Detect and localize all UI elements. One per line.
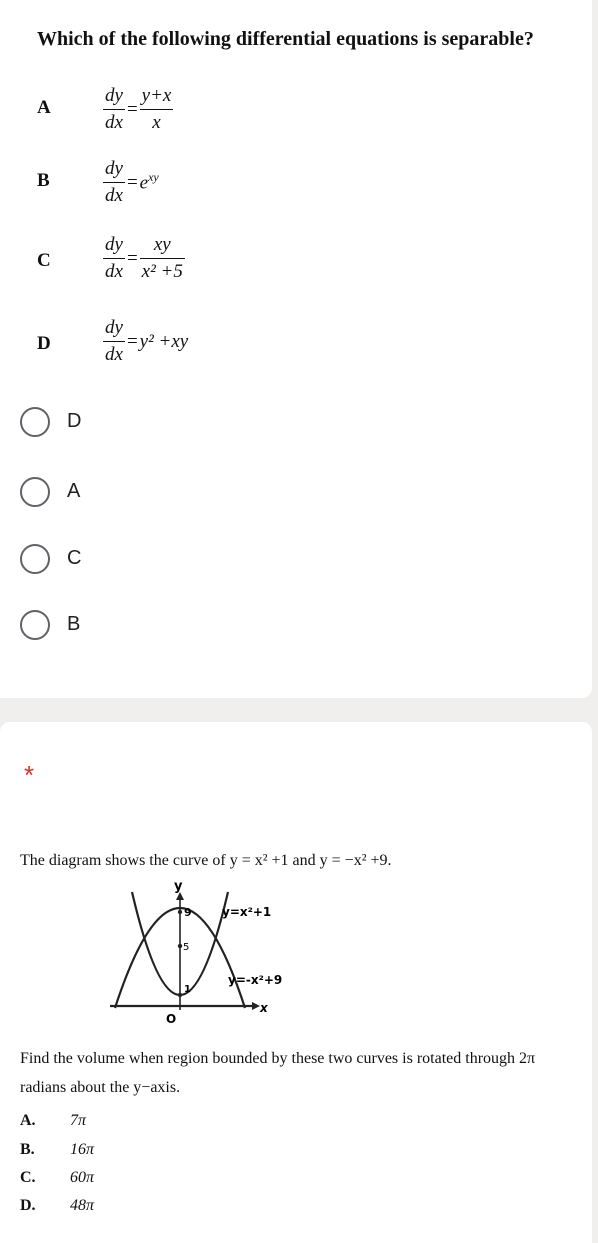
lhs-denominator: dx <box>105 112 123 133</box>
choice-label: B <box>67 613 81 635</box>
rhs-denominator: x <box>152 112 161 133</box>
question-text: Find the volume when region bounded by these two curves is rotated through 2π <box>20 1050 536 1067</box>
curve1-label: y=x²+1 <box>222 905 272 919</box>
lhs-denominator: dx <box>105 185 123 206</box>
equals-sign: = <box>126 171 138 193</box>
lhs-denominator: dx <box>105 344 123 365</box>
choice-label: D <box>67 410 82 432</box>
rhs-denominator: x² +5 <box>141 261 183 282</box>
choice-a[interactable] <box>20 477 320 517</box>
tick-point-5 <box>178 944 182 948</box>
option-letter: D <box>37 333 51 354</box>
answer-option-a <box>20 1112 86 1130</box>
x-axis-arrow <box>252 1002 260 1010</box>
answer-letter: D. <box>20 1197 36 1214</box>
choice-b[interactable] <box>20 610 320 650</box>
rhs-numerator: y+x <box>140 83 174 110</box>
answer-value: 7π <box>70 1112 87 1129</box>
radio-button[interactable] <box>20 544 50 574</box>
radio-button[interactable] <box>20 477 50 507</box>
tick-label-1: 1 <box>184 984 191 995</box>
equation-option-a <box>37 83 337 143</box>
equals-sign: = <box>126 247 138 269</box>
x-axis-label: x <box>260 1001 268 1015</box>
answer-letter: A. <box>20 1112 36 1129</box>
equation-option-c <box>37 232 337 292</box>
answer-value: 16π <box>70 1141 95 1158</box>
lhs-denominator: dx <box>105 261 123 282</box>
question-intro: The diagram shows the curve of y = x² +1 and y = −x² +9. <box>20 852 392 869</box>
question-title: Which of the following differential equations is separable? <box>37 28 534 50</box>
rhs-numerator: xy <box>140 232 185 259</box>
required-mark: * <box>24 760 35 790</box>
radio-button[interactable] <box>20 407 50 437</box>
option-letter: B <box>37 170 50 191</box>
choice-label: C <box>67 547 82 569</box>
choice-d[interactable] <box>20 407 320 447</box>
tick-label-9: 9 <box>184 906 192 919</box>
question-text-cont: radians about the y−axis. <box>20 1079 181 1096</box>
tick-point-1 <box>178 993 182 997</box>
equals-sign: = <box>126 330 138 352</box>
answer-option-b <box>20 1141 94 1159</box>
choice-c[interactable] <box>20 544 320 584</box>
tick-point-9 <box>178 910 182 914</box>
radio-button[interactable] <box>20 610 50 640</box>
lhs-numerator: dy <box>103 156 125 183</box>
answer-letter: B. <box>20 1141 35 1158</box>
equation-option-b <box>37 156 337 216</box>
lhs-numerator: dy <box>103 315 125 342</box>
answer-value: 60π <box>70 1169 95 1186</box>
y-axis-label: y <box>174 879 183 894</box>
choice-label: A <box>67 480 81 502</box>
rhs-expression: y² +xy <box>139 330 189 352</box>
origin-label: O <box>166 1012 177 1026</box>
tick-label-5: 5 <box>183 942 190 953</box>
lhs-numerator: dy <box>103 232 125 259</box>
lhs-numerator: dy <box>103 83 125 110</box>
equation-option-d <box>37 315 337 375</box>
answer-option-d <box>20 1197 94 1215</box>
rhs-exponent: xy <box>148 170 159 185</box>
answer-value: 48π <box>70 1197 95 1214</box>
option-letter: C <box>37 250 51 271</box>
answer-option-c <box>20 1169 94 1187</box>
equals-sign: = <box>126 98 138 120</box>
rhs-base: e <box>139 172 149 194</box>
answer-letter: C. <box>20 1169 36 1186</box>
curves-diagram <box>110 878 310 1026</box>
option-letter: A <box>37 97 51 118</box>
curve2-label: y=-x²+9 <box>228 973 283 987</box>
